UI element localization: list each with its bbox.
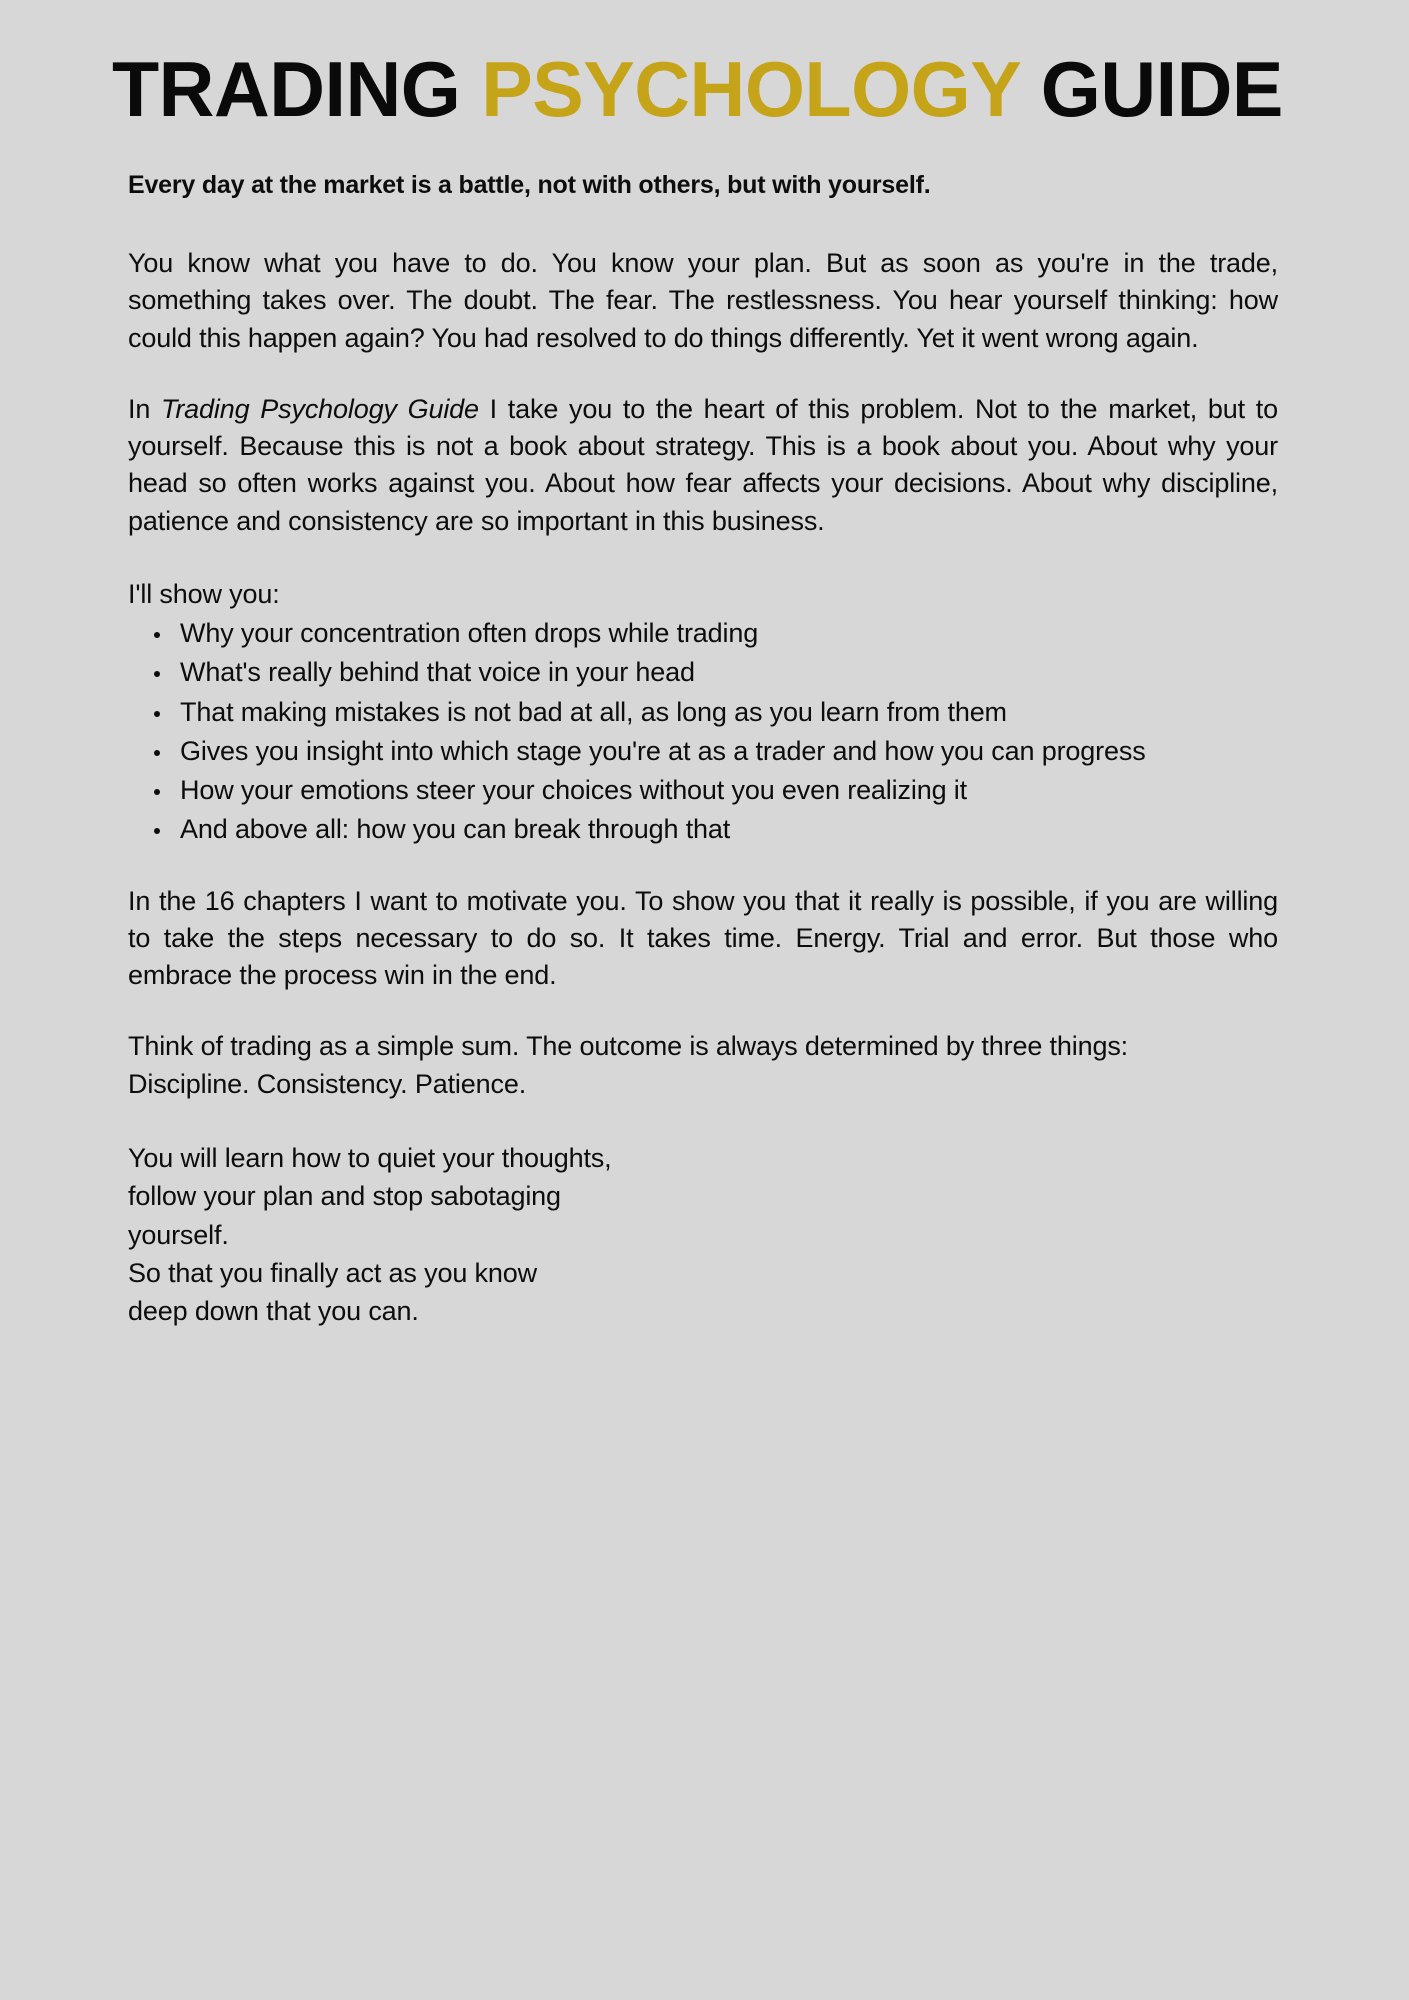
title-part-trading: TRADING: [112, 45, 482, 133]
title-part-guide: GUIDE: [1019, 45, 1283, 133]
list-item-label: And above all: how you can break through that: [180, 814, 731, 845]
closing-line: So that you finally act as you know: [128, 1257, 537, 1288]
list-item-label: Why your concentration often drops while trading: [180, 618, 759, 649]
list-item-label: What's really behind that voice in your head: [180, 657, 695, 688]
list-intro: I'll show you:: [128, 578, 280, 609]
closing-line: follow your plan and stop sabotaging: [128, 1181, 561, 1212]
book-title-italic: Trading Psychology Guide: [161, 393, 479, 424]
benefits-list: [128, 615, 1278, 849]
list-item: [148, 654, 1278, 691]
closing-line: You will learn how to quiet your thoughts,: [128, 1142, 612, 1173]
subtitle: Every day at the market is a battle, not with others, but with yourself.: [128, 170, 931, 199]
list-item: [148, 615, 1278, 652]
paragraph-chapters: In the 16 chapters I want to motivate you. To show you that it really is possible, if you are willing to take the steps necessary to do so. It takes time. Energy. Trial and error. But those who embrace the process win in the end.: [128, 885, 1278, 991]
paragraph-three-things: Discipline. Consistency. Patience.: [128, 1068, 527, 1099]
closing-block: [128, 1139, 1278, 1331]
paragraph-book-prefix: In: [128, 393, 161, 424]
list-item: [148, 694, 1278, 731]
list-item-label: Gives you insight into which stage you're at as a trader and how you can progress: [180, 735, 1146, 766]
paragraph-simple-sum: Think of trading as a simple sum. The outcome is always determined by three things:: [128, 1031, 1129, 1062]
closing-line: deep down that you can.: [128, 1296, 419, 1327]
list-item-label: That making mistakes is not bad at all, as long as you learn from them: [180, 696, 1007, 727]
title-part-psychology: PSYCHOLOGY: [481, 45, 1020, 133]
list-item: [148, 733, 1278, 770]
list-item: [148, 811, 1278, 848]
paragraph-intro: You know what you have to do. You know your plan. But as soon as you're in the trade, something takes over. The doubt. The fear. The restlessness. You hear yourself thinking: how could this happen again? You had resolved to do things differently. Yet it went wrong again.: [128, 248, 1278, 353]
list-item-label: How your emotions steer your choices without you even realizing it: [180, 775, 967, 806]
body-content: [128, 245, 1278, 1330]
paragraph-book-description: [128, 391, 1278, 540]
closing-line: yourself.: [128, 1219, 229, 1250]
page-title: [112, 45, 1287, 133]
paragraph-book-rest: I take you to the heart of this problem. Not to the market, but to yourself. Because this is not a book about strategy. This is a book about you. About why your head so often works against you. About how fear affects your decisions. About why discipline, patience and consistency are so important in this business.: [128, 393, 1278, 536]
list-item: [148, 772, 1278, 809]
